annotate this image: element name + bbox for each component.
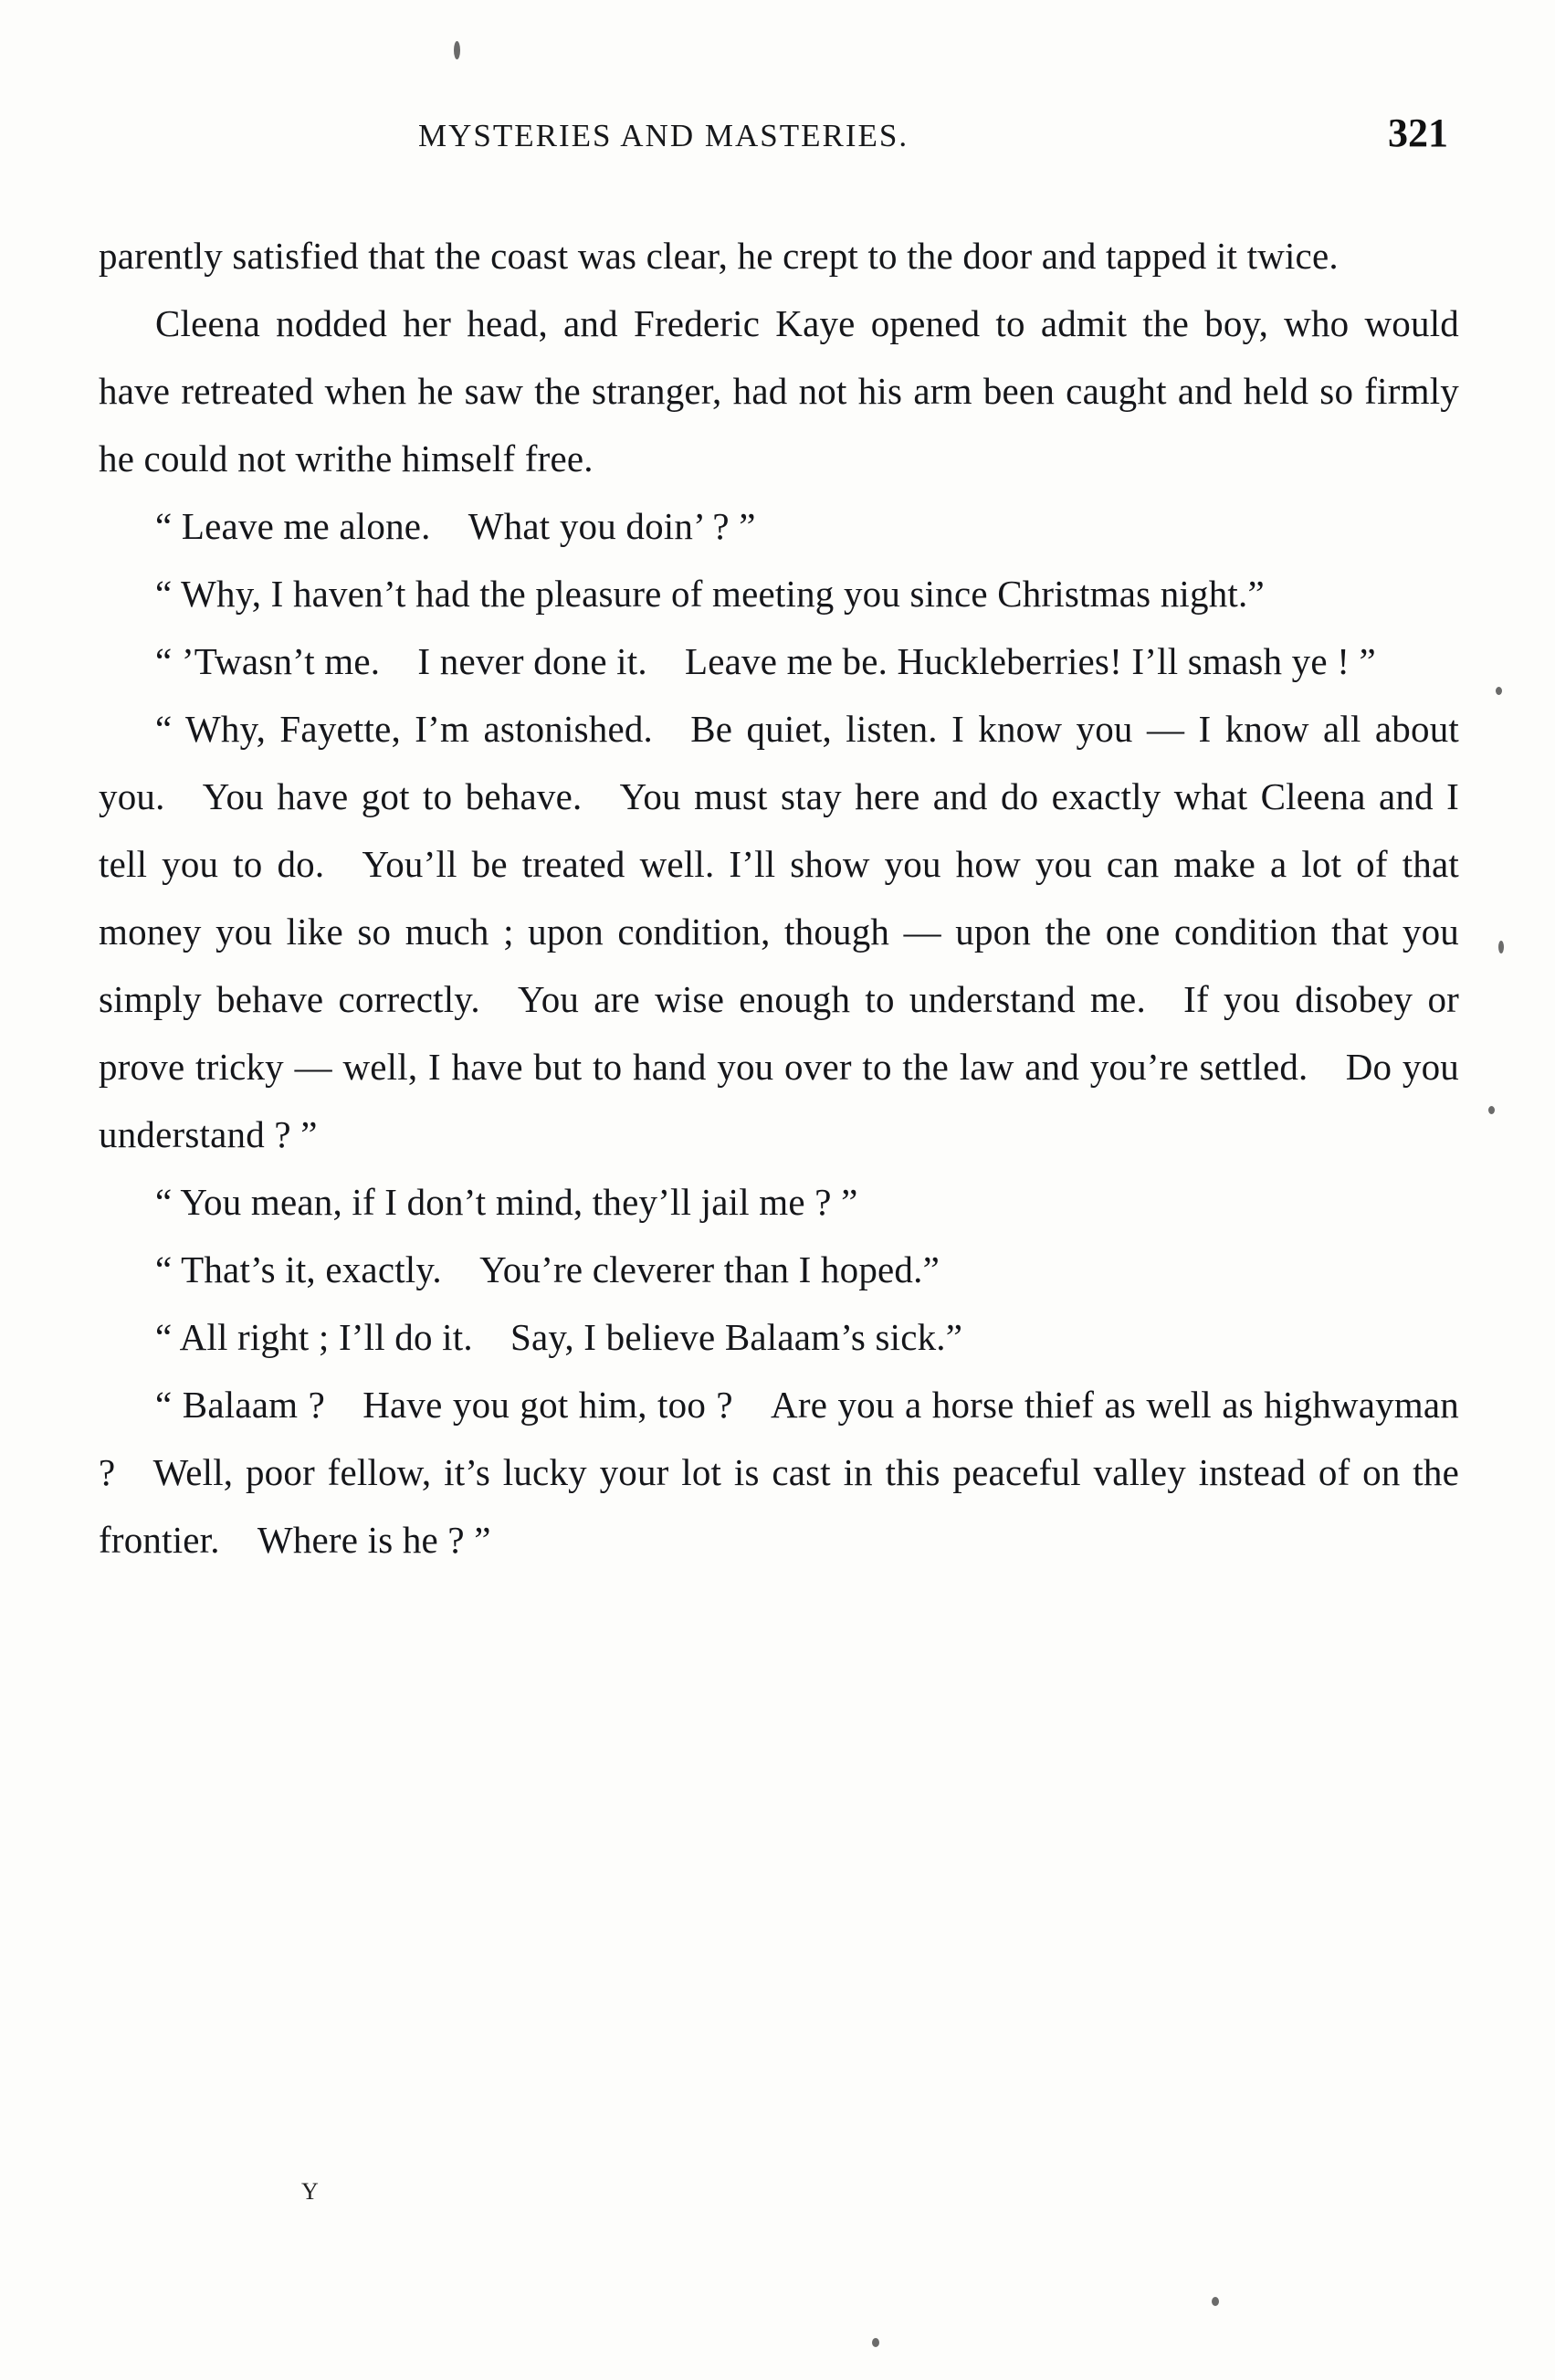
paragraph: “ You mean, if I don’t mind, they’ll jail me ? ” bbox=[155, 1181, 858, 1223]
scan-speck bbox=[1496, 687, 1502, 695]
paragraph: “ Why, Fayette, I’m astonished. Be quiet, listen. I know you — I know all about you. You have got to behave. You must stay here and do exactly what Cleena and I tell you to do. You’ll be treated well. I’ll show you how you can make a lot of that money you like so much ; upon condition, though — upon the one condition that you simply behave correctly. You are wise enough to understand me. If you disobey or prove tricky — well, I have but to hand you over to the law and you’re settled. Do you understand ? ” bbox=[99, 708, 1459, 1155]
body-text bbox=[99, 222, 1459, 1574]
paragraph: “ All right ; I’ll do it. Say, I believe Balaam’s sick.” bbox=[155, 1316, 963, 1358]
page-content bbox=[99, 110, 1459, 1574]
running-head-title: MYSTERIES AND MASTERIES. bbox=[418, 118, 909, 153]
scan-speck bbox=[1488, 1106, 1495, 1114]
scan-speck bbox=[872, 2338, 879, 2347]
paragraph: Cleena nodded her head, and Frederic Kaye opened to admit the boy, who would have retreated when he saw the stranger, had not his arm been caught and held so firmly he could not writhe himself free. bbox=[99, 302, 1459, 479]
paragraph: parently satisfied that the coast was clear, he crept to the door and tapped it twice. bbox=[99, 235, 1339, 277]
paragraph: “ ’Twasn’t me. I never done it. Leave me be. Huckleberries! I’ll smash ye ! ” bbox=[155, 640, 1376, 682]
scan-speck bbox=[1498, 941, 1504, 953]
scan-speck bbox=[454, 41, 460, 59]
paragraph: “ That’s it, exactly. You’re cleverer than I hoped.” bbox=[155, 1248, 940, 1290]
scan-speck bbox=[1212, 2297, 1219, 2306]
signature-mark: Y bbox=[301, 2178, 320, 2205]
page-number: 321 bbox=[1388, 111, 1448, 155]
paragraph: “ Leave me alone. What you doin’ ? ” bbox=[155, 505, 756, 547]
paragraph: “ Balaam ? Have you got him, too ? Are you a horse thief as well as highwayman ? Well, poor fellow, it’s lucky your lot is cast in this peaceful valley instead of on the frontier. Where is he ? ” bbox=[99, 1384, 1459, 1561]
running-head bbox=[99, 110, 1459, 156]
paragraph: “ Why, I haven’t had the pleasure of meeting you since Christmas night.” bbox=[155, 573, 1265, 615]
